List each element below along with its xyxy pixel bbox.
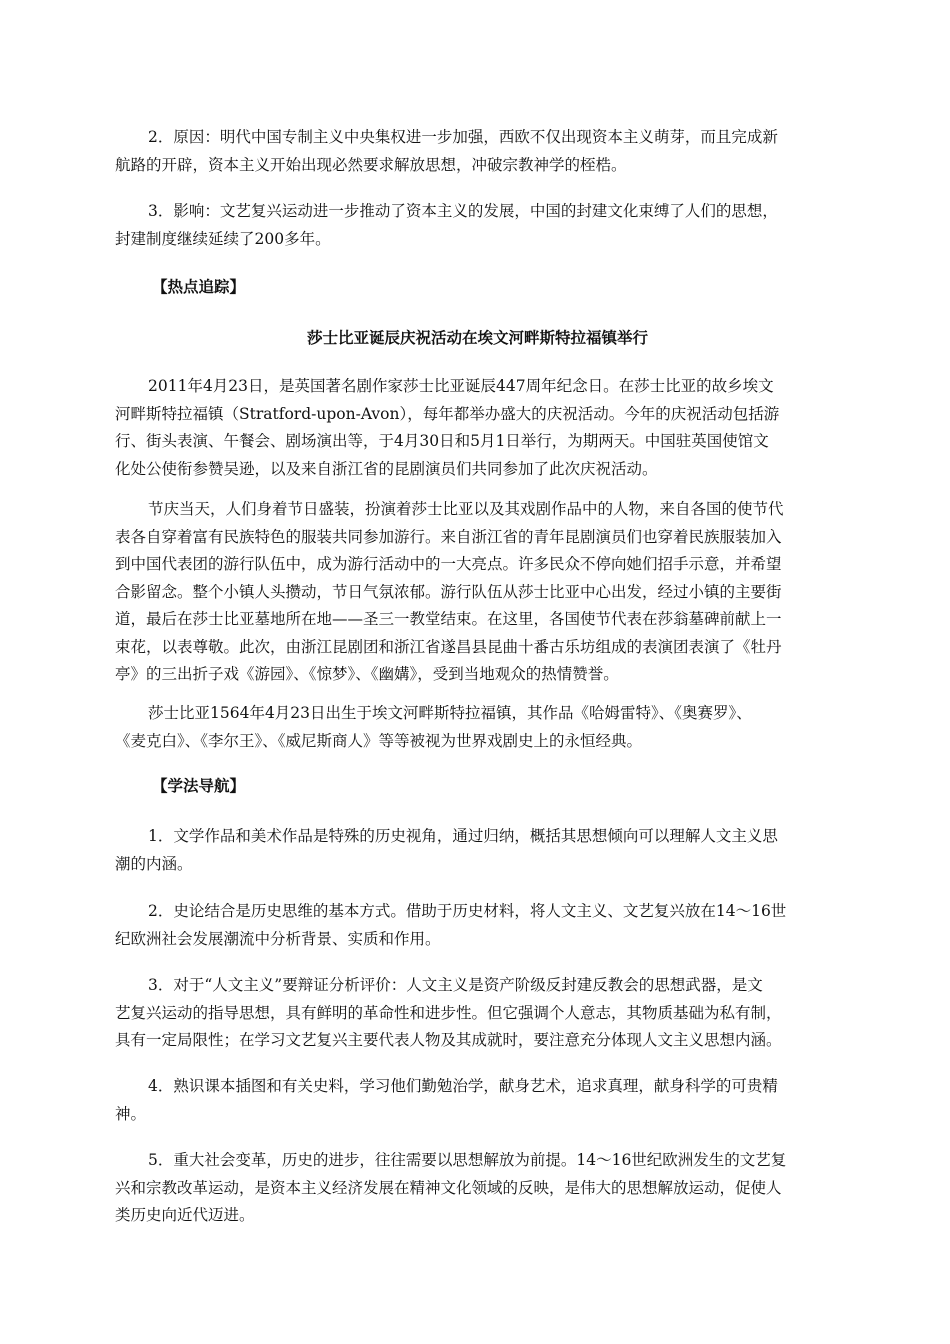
text-line: 神。 <box>115 1104 147 1123</box>
text-line: 表各自穿着富有民族特色的服装共同参加游行。来自浙江省的青年昆剧演员们也穿着民族服装加入 <box>115 527 782 546</box>
text-line: 航路的开辟，资本主义开始出现必然要求解放思想，冲破宗教神学的桎梏。 <box>115 155 627 174</box>
text-line: 3．对于“人文主义”要辩证分析评价：人文主义是资产阶级反封建反教会的思想武器，是文 <box>148 976 763 994</box>
text-line: 类历史向近代迈进。 <box>115 1206 255 1224</box>
paragraph-cause <box>115 124 840 179</box>
text-line: 《麦克白》、《李尔王》、《威尼斯商人》等等被视为世界戏剧史上的永恒经典。 <box>115 731 643 750</box>
section-heading-study: 【学法导航】 <box>152 777 246 795</box>
text-line: 道，最后在莎士比亚墓地所在地——圣三一教堂结束。在这里，各国使节代表在莎翁墓碑前献上一 <box>115 610 782 628</box>
study-paragraph-1 <box>115 823 840 878</box>
text-line: 1．文学作品和美术作品是特殊的历史视角，通过归纳，概括其思想倾向可以理解人文主义思 <box>148 827 778 845</box>
study-paragraph-5 <box>115 1147 840 1230</box>
section-heading-hot: 【热点追踪】 <box>152 278 246 296</box>
text-line: 莎士比亚1564年4月23日出生于埃文河畔斯特拉福镇，其作品《哈姆雷特》、《奥赛罗》、 <box>148 704 752 722</box>
article-title: 莎士比亚诞辰庆祝活动在埃文河畔斯特拉福镇举行 <box>306 329 648 347</box>
text-line: 节庆当天，人们身着节日盛装，扮演着莎士比亚以及其戏剧作品中的人物，来自各国的使节代 <box>148 500 784 518</box>
text-line: 束花，以表尊敬。此次，由浙江昆剧团和浙江省遂昌县昆曲十番古乐坊组成的表演团表演了《牡丹 <box>115 637 782 656</box>
paragraph-impact <box>115 198 840 253</box>
study-paragraph-2 <box>115 898 840 953</box>
text-line: 合影留念。整个小镇人头攒动，节日气氛浓郁。游行队伍从莎士比亚中心出发，经过小镇的主要街 <box>115 582 782 601</box>
study-paragraph-4 <box>115 1073 840 1128</box>
text-line: 兴和宗教改革运动，是资本主义经济发展在精神文化领域的反映，是伟大的思想解放运动，促使人 <box>115 1178 782 1197</box>
text-line: 行、街头表演、午餐会、剧场演出等，于4月30日和5月1日举行，为期两天。中国驻英国使馆文 <box>115 432 769 450</box>
study-paragraph-3 <box>115 972 840 1055</box>
text-line: 3．影响：文艺复兴运动进一步推动了资本主义的发展，中国的封建文化束缚了人们的思想， <box>148 202 778 220</box>
text-line: 艺复兴运动的指导思想，具有鲜明的革命性和进步性。但它强调个人意志，其物质基础为私有制， <box>115 1003 782 1022</box>
text-line: 5．重大社会变革，历史的进步，往往需要以思想解放为前提。14～16世纪欧洲发生的文艺复 <box>148 1151 787 1169</box>
article-paragraph-1 <box>115 373 840 483</box>
text-line: 纪欧洲社会发展潮流中分析背景、实质和作用。 <box>115 929 441 948</box>
article-paragraph-2 <box>115 496 840 689</box>
text-line: 封建制度继续延续了200多年。 <box>115 229 331 248</box>
text-line: 河畔斯特拉福镇（Stratford-upon-Avon），每年都举办盛大的庆祝活动。今年的庆祝活动包括游 <box>115 404 780 423</box>
text-line: 潮的内涵。 <box>115 854 193 873</box>
text-line: 到中国代表团的游行队伍中，成为游行活动中的一大亮点。许多民众不停向她们招手示意，并希望 <box>115 555 782 573</box>
text-line: 亭》的三出折子戏《游园》、《惊梦》、《幽媾》，受到当地观众的热情赞誉。 <box>115 665 619 683</box>
text-line: 2．史论结合是历史思维的基本方式。借助于历史材料，将人文主义、文艺复兴放在14～16世 <box>148 902 787 920</box>
text-line: 2．原因：明代中国专制主义中央集权进一步加强，西欧不仅出现资本主义萌芽，而且完成新 <box>148 128 778 146</box>
text-line: 具有一定局限性；在学习文艺复兴主要代表人物及其成就时，要注意充分体现人文主义思想内涵。 <box>115 1031 782 1049</box>
article-paragraph-3 <box>115 700 840 755</box>
text-line: 化处公使衔参赞吴逊，以及来自浙江省的昆剧演员们共同参加了此次庆祝活动。 <box>115 459 658 478</box>
text-line: 2011年4月23日，是英国著名剧作家莎士比亚诞辰447周年纪念日。在莎士比亚的故乡埃文 <box>148 377 774 395</box>
text-line: 4．熟识课本插图和有关史料，学习他们勤勉治学，献身艺术，追求真理，献身科学的可贵精 <box>148 1077 778 1095</box>
